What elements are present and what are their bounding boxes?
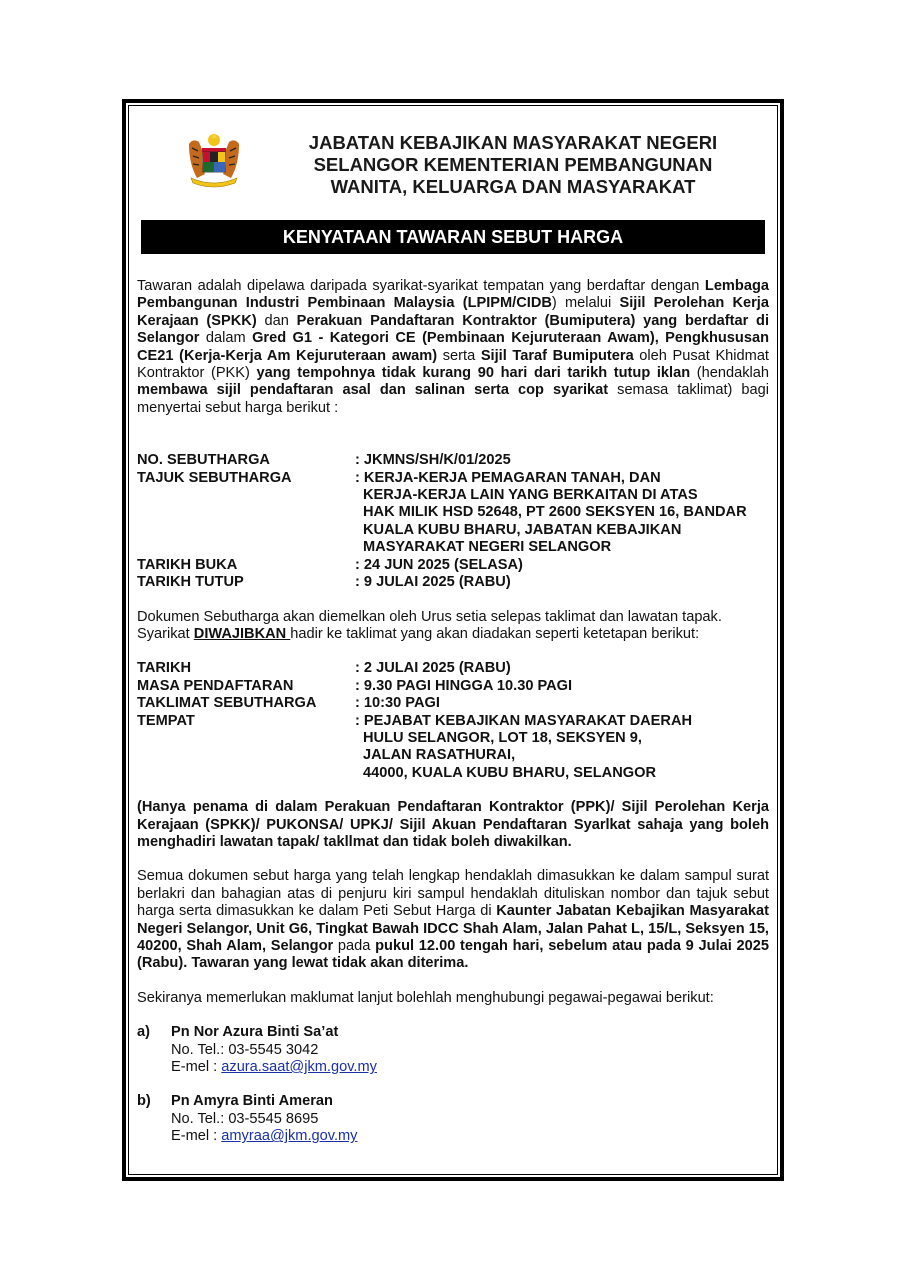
intro-text: dalam	[199, 330, 253, 347]
registration-time-label: MASA PENDAFTARAN	[137, 677, 294, 694]
contact-email-link[interactable]: amyraa@jkm.gov.my	[221, 1128, 358, 1145]
intro-text: serta	[437, 347, 481, 364]
org-line: SELANGOR KEMENTERIAN PEMBANGUNAN	[313, 154, 713, 175]
intro-text-bold: membawa sijil pendaftaran asal dan salinan serta cop syarikat	[137, 382, 609, 399]
email-label: E-mel :	[171, 1128, 222, 1145]
intro-text-bold: Perakuan Pandaftaran Kontraktor (Bumiputera) yang berdaftar di Selangor	[137, 312, 769, 347]
quotation-title-label: TAJUK SEBUTHARGA	[137, 469, 292, 486]
title-line: HAK MILIK HSD 52648, PT 2600 SEKSYEN 16, BANDAR	[363, 504, 747, 521]
open-date-row	[137, 557, 769, 574]
briefing-time-value: : 10:30 PAGI	[355, 695, 440, 712]
quotation-number-value: : JKMNS/SH/K/01/2025	[355, 452, 511, 469]
venue-label: TEMPAT	[137, 712, 195, 729]
contact-item	[137, 1093, 769, 1145]
contact-email-line	[137, 1059, 769, 1076]
org-line: WANITA, KELUARGA DAN MASYARAKAT	[330, 176, 696, 197]
intro-text-bold: Lembaga Pembangunan Industri Pembinaan Malaysia (LPIPM/CIDB	[137, 278, 769, 312]
submission-paragraph	[137, 868, 769, 972]
intro-text: semasa taklimat) bagi menyertai sebut harga berikut :	[137, 382, 769, 416]
document-body	[137, 112, 769, 1146]
quotation-title-value	[355, 470, 769, 557]
quotation-number-row	[137, 452, 769, 469]
title-line: KUALA KUBU BHARU, JABATAN KEBAJIKAN	[363, 521, 682, 538]
email-label: E-mel :	[171, 1059, 222, 1076]
briefing-intro-text: Syarikat	[137, 625, 194, 642]
registration-time-value: : 9.30 PAGI HINGGA 10.30 PAGI	[355, 677, 573, 694]
briefing-intro	[137, 609, 769, 644]
intro-text: dan	[256, 312, 297, 329]
submission-text-bold: Kaunter Jabatan Kebajikan Masyarakat Negeri Selangor, Unit G6, Tingkat Bawah IDCC Shah Alam, Jalan Pahat L, 15/L, Seksyen 15, 40200, Shah Alam, Selangor	[137, 903, 769, 954]
submission-text: Semua dokumen sebut harga yang telah lengkap hendaklah dimasukkan ke dalam sampul surat berlakri dan bahagian atas di penjuru kiri sampul hendaklah dituliskan nombor dan tajuk sebut harga serta dimasukkan ke dalam Peti Sebut Harga di	[137, 868, 769, 920]
venue-value	[355, 713, 769, 783]
contact-letter: a)	[137, 1024, 150, 1041]
intro-text: oleh Pusat Khidmat Kontraktor (PKK)	[137, 347, 769, 382]
quotation-number-label: NO. SEBUTHARGA	[137, 452, 270, 469]
intro-text: Tawaran adalah dipelawa daripada syarikat-syarikat tempatan yang berdaftar dengan	[137, 278, 700, 294]
title-line: : KERJA-KERJA PEMAGARAN TANAH, DAN	[355, 469, 661, 486]
quotation-details	[137, 452, 769, 591]
close-date-label: TARIKH TUTUP	[137, 574, 244, 591]
briefing-time-row	[137, 695, 769, 712]
submission-text: pada	[333, 938, 376, 954]
briefing-time-label: TAKLIMAT SEBUTHARGA	[137, 695, 317, 712]
malaysia-coat-of-arms-icon	[183, 130, 245, 192]
briefing-date-row	[137, 660, 769, 677]
open-date-value: : 24 JUN 2025 (SELASA)	[355, 556, 523, 573]
letterhead	[137, 112, 769, 216]
contact-email-link[interactable]: azura.saat@jkm.gov.my	[221, 1059, 377, 1076]
contact-letter: b)	[137, 1093, 151, 1110]
mandatory-emphasis: DIWAJIBKAN	[193, 625, 291, 642]
venue-line: HULU SELANGOR, LOT 18, SEKSYEN 9,	[363, 729, 642, 746]
close-date-value: : 9 JULAI 2025 (RABU)	[355, 574, 511, 591]
contacts-intro: Sekiranya memerlukan maklumat lanjut bolehlah menghubungi pegawai-pegawai berikut:	[137, 989, 714, 1006]
briefing-date-value: : 2 JULAI 2025 (RABU)	[355, 660, 511, 677]
venue-line: 44000, KUALA KUBU BHARU, SELANGOR	[363, 764, 656, 781]
intro-paragraph	[137, 278, 769, 417]
intro-text-bold: yang tempohnya tidak kurang 90 hari dari tarikh tutup iklan	[256, 365, 691, 382]
attendance-notice: (Hanya penama di dalam Perakuan Pendaftaran Kontraktor (PPK)/ Sijil Perolehan Kerja Kerajaan (SPKK)/ PUKONSA/ UPKJ/ Sijil Akuan Pendaftaran Syarlkat sahaja yang boleh menghadiri lawatan tapak/ takllmat dan tidak boleh diwakilkan.	[137, 799, 769, 850]
contact-header	[137, 1093, 769, 1110]
venue-line: JALAN RASATHURAI,	[363, 747, 516, 764]
contact-email-line	[137, 1128, 769, 1145]
contact-name: Pn Nor Azura Binti Sa’at	[171, 1024, 339, 1041]
briefing-details	[137, 660, 769, 782]
contact-name: Pn Amyra Binti Ameran	[171, 1093, 333, 1110]
contact-phone: No. Tel.: 03-5545 8695	[171, 1110, 319, 1127]
organization-name	[257, 132, 769, 198]
briefing-intro-line: Dokumen Sebutharga akan diemelkan oleh Urus setia selepas taklimat dan lawatan tapak.	[137, 608, 722, 625]
title-line: KERJA-KERJA LAIN YANG BERKAITAN DI ATAS	[363, 487, 698, 504]
contact-phone: No. Tel.: 03-5545 3042	[171, 1041, 319, 1058]
notice-title-banner: KENYATAAN TAWARAN SEBUT HARGA	[141, 220, 765, 254]
intro-text-bold: Sijil Taraf Bumiputera	[480, 347, 634, 364]
venue-line: : PEJABAT KEBAJIKAN MASYARAKAT DAERAH	[355, 712, 693, 729]
org-line: JABATAN KEBAJIKAN MASYARAKAT NEGERI	[308, 132, 718, 153]
contact-item	[137, 1024, 769, 1076]
open-date-label: TARIKH BUKA	[137, 556, 238, 573]
submission-text-bold: pukul 12.00 tengah hari, sebelum atau pada 9 Julai 2025 (Rabu). Tawaran yang lewat tidak akan diterima.	[137, 938, 770, 972]
intro-text: ) melalui	[551, 295, 620, 312]
close-date-row	[137, 574, 769, 591]
intro-text: (hendaklah	[690, 365, 769, 382]
registration-time-row	[137, 678, 769, 695]
briefing-date-label: TARIKH	[137, 660, 192, 677]
briefing-intro-text: hadir ke taklimat yang akan diadakan seperti ketetapan berikut:	[290, 625, 700, 642]
intro-text-bold: Sijil Perolehan Kerja Kerajaan (SPKK)	[137, 295, 769, 329]
quotation-title-row	[137, 470, 769, 557]
venue-row	[137, 713, 769, 783]
title-line: MASYARAKAT NEGERI SELANGOR	[363, 539, 612, 556]
contact-header	[137, 1024, 769, 1041]
intro-text-bold: Gred G1 - Kategori CE (Pembinaan Kejuruteraan Awam), Pengkhususan CE21 (Kerja-Kerja Am Kejuruteraan awam)	[137, 330, 769, 364]
